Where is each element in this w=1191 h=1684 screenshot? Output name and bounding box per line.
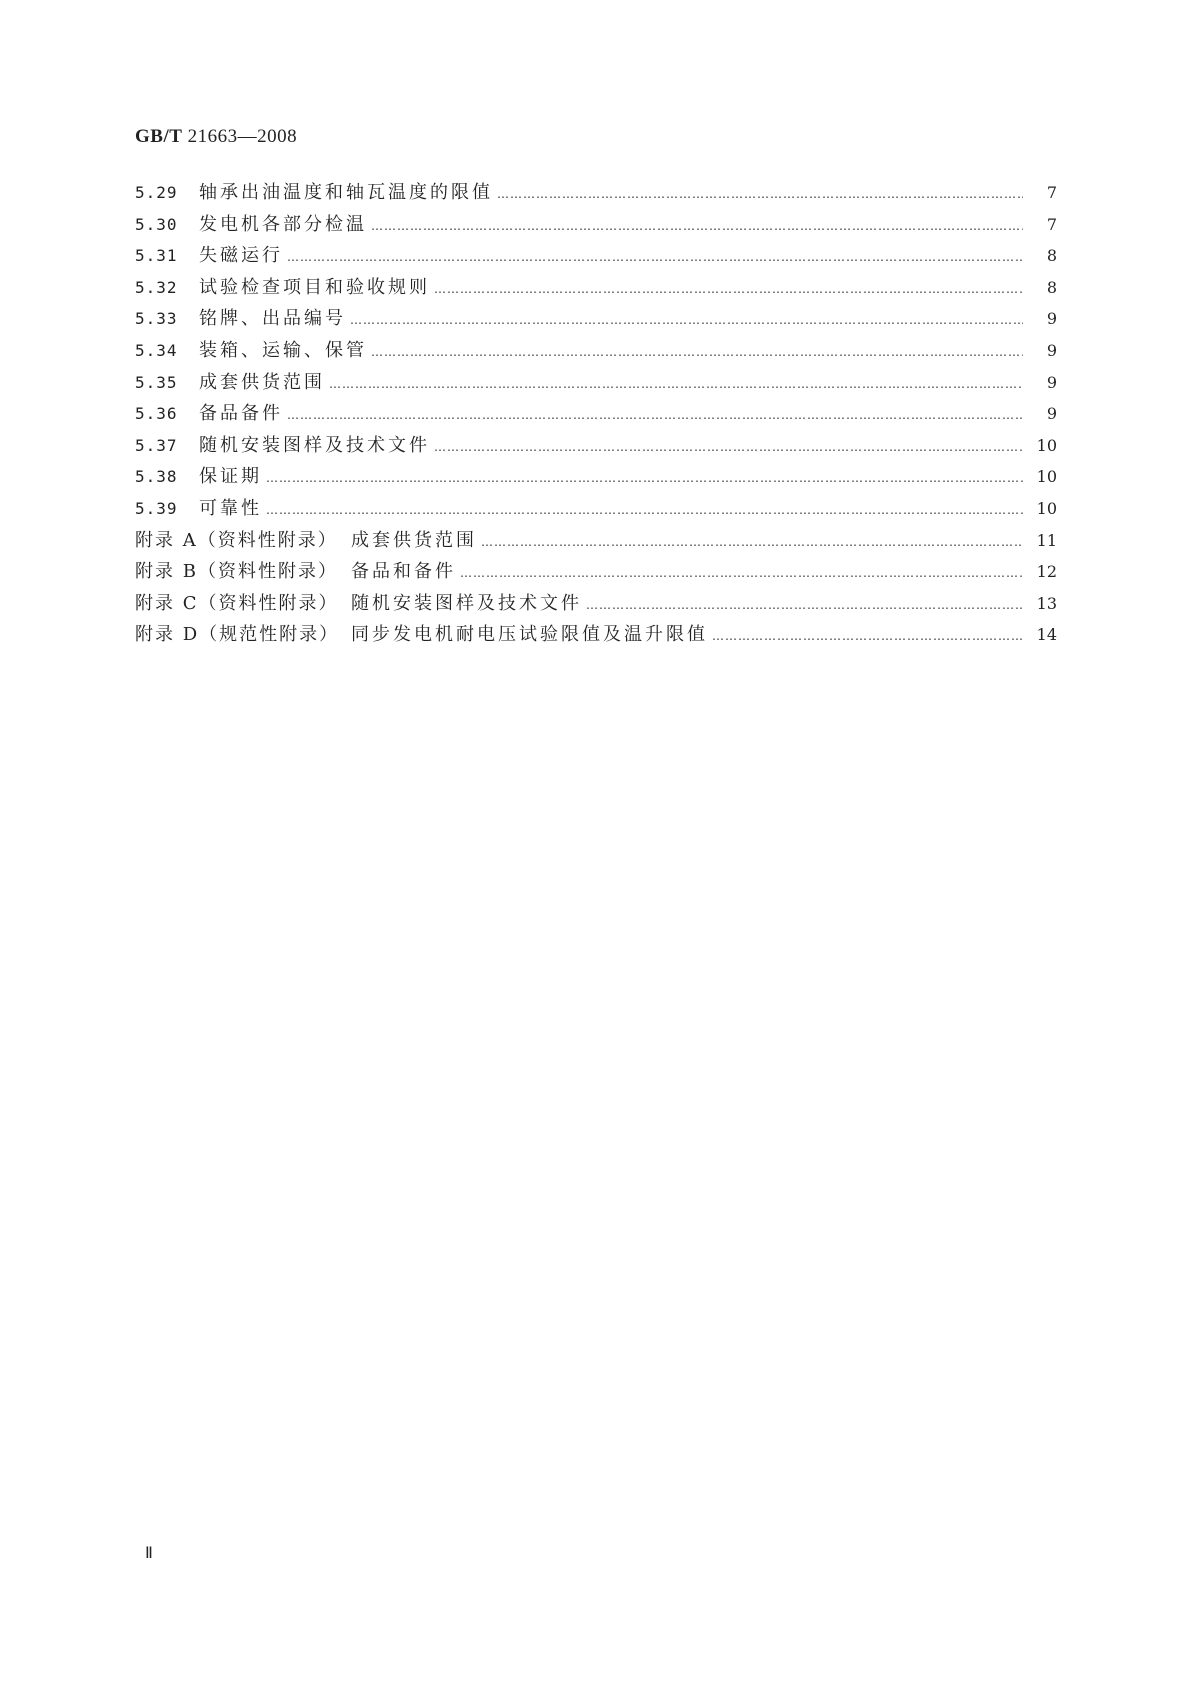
toc-entry-page: 10 bbox=[1036, 498, 1057, 518]
toc-entry-title: 随机安装图样及技术文件 bbox=[351, 592, 582, 614]
toc-entry-title: 成套供货范围 bbox=[351, 529, 477, 551]
toc-entry-page: 12 bbox=[1036, 562, 1057, 582]
toc-entry-number: 5.29 bbox=[135, 183, 178, 202]
toc-entry-page: 9 bbox=[1046, 404, 1057, 424]
toc-entry[interactable] bbox=[135, 304, 1057, 336]
toc-entry-title: 装箱、运输、保管 bbox=[199, 339, 367, 361]
toc-leader-dots bbox=[266, 471, 1023, 485]
toc-leader-dots bbox=[481, 535, 1023, 549]
toc-appendix-entry[interactable] bbox=[135, 620, 1057, 652]
toc-entry-number: 5.39 bbox=[135, 498, 178, 518]
toc-entry-number: 5.35 bbox=[135, 372, 178, 392]
toc-entry-title: 轴承出油温度和轴瓦温度的限值 bbox=[199, 182, 493, 203]
toc-leader-dots bbox=[266, 503, 1023, 517]
toc-entry-title: 试验检查项目和验收规则 bbox=[199, 276, 430, 298]
toc-entry[interactable] bbox=[135, 399, 1057, 431]
toc-entry-title: 备品备件 bbox=[199, 403, 283, 425]
toc-entry-page: 7 bbox=[1046, 183, 1057, 202]
toc-leader-dots bbox=[497, 187, 1023, 201]
toc-appendix-entry[interactable] bbox=[135, 526, 1057, 558]
toc-appendix-label: 附录 B（资料性附录） bbox=[135, 561, 338, 583]
toc-entry[interactable] bbox=[135, 336, 1057, 368]
toc-entry-number: 5.38 bbox=[135, 467, 178, 487]
toc-entry-title: 保证期 bbox=[199, 466, 262, 488]
toc-appendix-label: 附录 C（资料性附录） bbox=[135, 592, 339, 614]
toc-appendix-entry[interactable] bbox=[135, 557, 1057, 589]
toc-entry-number: 5.36 bbox=[135, 404, 178, 424]
toc-entry-number: 5.37 bbox=[135, 435, 178, 455]
toc-leader-dots bbox=[712, 629, 1023, 643]
standard-code: GB/T bbox=[135, 126, 183, 147]
toc-entry-page: 8 bbox=[1046, 246, 1057, 266]
document-header bbox=[135, 126, 297, 148]
toc-entry-page: 9 bbox=[1046, 309, 1057, 329]
toc-entry-page: 9 bbox=[1046, 372, 1057, 392]
toc-entry-number: 5.32 bbox=[135, 277, 178, 297]
toc-entry-title: 铭牌、出品编号 bbox=[199, 308, 346, 330]
toc-leader-dots bbox=[287, 250, 1023, 264]
toc-entry-title: 备品和备件 bbox=[351, 561, 456, 583]
toc-entry-title: 失磁运行 bbox=[199, 245, 283, 267]
table-of-contents bbox=[135, 178, 1057, 652]
toc-entry-page: 9 bbox=[1046, 340, 1057, 360]
toc-entry[interactable] bbox=[135, 178, 1057, 210]
toc-leader-dots bbox=[434, 282, 1023, 296]
toc-entry-title: 发电机各部分检温 bbox=[199, 213, 367, 235]
toc-entry-page: 10 bbox=[1036, 467, 1057, 487]
toc-entry-title: 可靠性 bbox=[199, 497, 262, 519]
toc-entry-page: 8 bbox=[1046, 277, 1057, 297]
toc-entry[interactable] bbox=[135, 368, 1057, 400]
toc-entry-page: 13 bbox=[1036, 593, 1057, 613]
toc-entry[interactable] bbox=[135, 462, 1057, 494]
toc-leader-dots bbox=[460, 566, 1023, 580]
toc-leader-dots bbox=[371, 219, 1023, 233]
toc-entry-title: 成套供货范围 bbox=[199, 371, 325, 393]
toc-entry-number: 5.30 bbox=[135, 214, 178, 234]
toc-entry[interactable] bbox=[135, 431, 1057, 463]
toc-appendix-entry[interactable] bbox=[135, 589, 1057, 621]
toc-appendix-label: 附录 A（资料性附录） bbox=[135, 529, 338, 551]
toc-entry-page: 11 bbox=[1036, 530, 1057, 550]
toc-leader-dots bbox=[287, 408, 1023, 422]
toc-leader-dots bbox=[350, 313, 1023, 327]
toc-entry-page: 10 bbox=[1036, 435, 1057, 455]
standard-number: 21663—2008 bbox=[187, 126, 298, 147]
toc-entry-number: 5.31 bbox=[135, 246, 178, 266]
toc-leader-dots bbox=[371, 345, 1023, 359]
toc-entry[interactable] bbox=[135, 241, 1057, 273]
toc-leader-dots bbox=[586, 598, 1023, 612]
toc-entry-title: 随机安装图样及技术文件 bbox=[199, 434, 430, 456]
toc-entry-page: 7 bbox=[1046, 214, 1057, 234]
toc-entry[interactable] bbox=[135, 494, 1057, 526]
toc-entry-title: 同步发电机耐电压试验限值及温升限值 bbox=[351, 624, 708, 646]
toc-entry-number: 5.33 bbox=[135, 309, 178, 329]
toc-entry-page: 14 bbox=[1036, 625, 1057, 645]
toc-entry-number: 5.34 bbox=[135, 340, 178, 360]
toc-leader-dots bbox=[434, 440, 1023, 454]
toc-entry[interactable] bbox=[135, 210, 1057, 242]
toc-leader-dots bbox=[329, 377, 1023, 391]
toc-appendix-label: 附录 D（规范性附录） bbox=[135, 624, 340, 646]
page-number: Ⅱ bbox=[145, 1545, 153, 1562]
toc-entry[interactable] bbox=[135, 273, 1057, 305]
